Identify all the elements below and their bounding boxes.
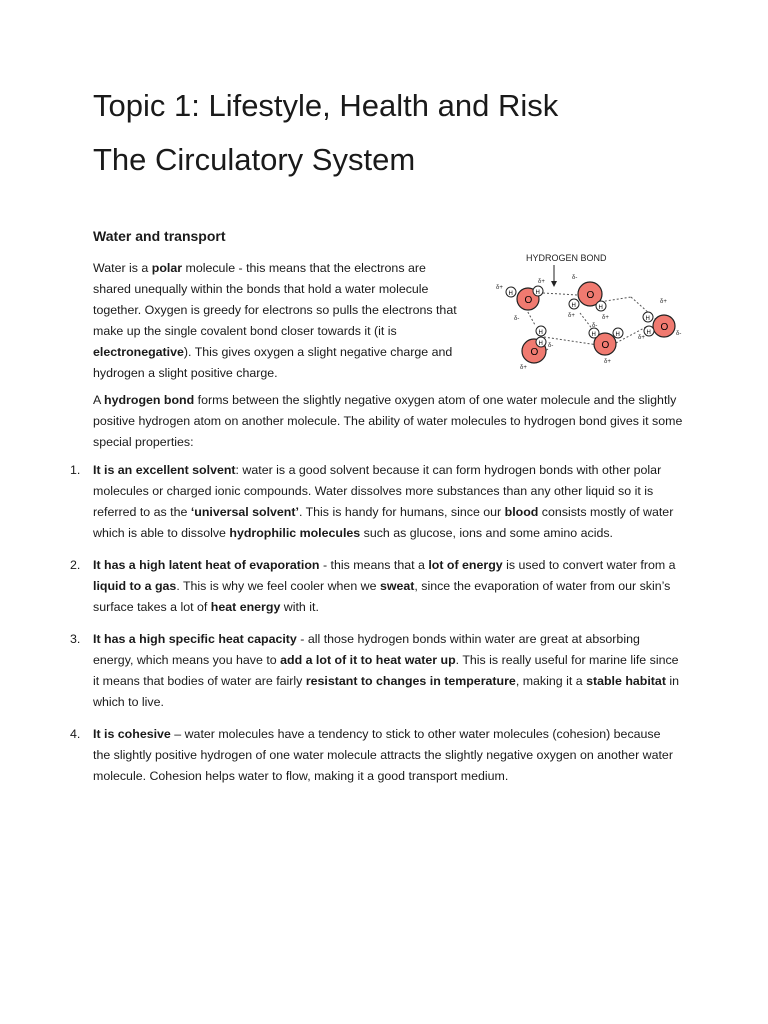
water-molecule <box>589 328 623 355</box>
svg-text:O: O <box>660 322 669 333</box>
list-number: 4. <box>70 727 81 741</box>
svg-text:δ+: δ+ <box>538 279 545 285</box>
svg-text:δ-: δ- <box>592 323 598 329</box>
properties-list <box>70 460 680 798</box>
section-heading: Water and transport <box>93 228 226 244</box>
svg-text:δ-: δ- <box>548 343 554 349</box>
page-subtitle: The Circulatory System <box>93 142 416 177</box>
svg-text:O: O <box>601 340 610 351</box>
svg-text:H: H <box>591 332 596 338</box>
list-number: 3. <box>70 632 81 646</box>
svg-text:δ-: δ- <box>676 331 682 337</box>
hydrogen-bond-diagram <box>488 247 688 385</box>
water-molecule <box>643 312 675 337</box>
hydrogen-bond-paragraph: A hydrogen bond forms between the slightly negative oxygen atom of one water molecule and the slightly positive hydrogen atom on another molecule. The ability of water molecules to hydrogen bond gives it some special properties: <box>93 393 683 449</box>
svg-text:δ+: δ+ <box>496 285 503 291</box>
svg-text:δ+: δ+ <box>604 359 611 365</box>
svg-text:H: H <box>598 305 603 311</box>
svg-text:O: O <box>530 347 539 358</box>
svg-text:H: H <box>571 303 576 309</box>
svg-text:H: H <box>538 330 543 336</box>
water-molecule <box>506 286 543 310</box>
svg-text:δ+: δ+ <box>520 365 527 371</box>
svg-text:δ+: δ+ <box>602 315 609 321</box>
svg-text:H: H <box>535 290 540 296</box>
svg-text:O: O <box>524 295 533 306</box>
list-number: 2. <box>70 558 81 572</box>
svg-text:H: H <box>508 291 513 297</box>
page-title: Topic 1: Lifestyle, Health and Risk <box>93 88 559 123</box>
svg-text:O: O <box>586 290 595 301</box>
svg-text:δ-: δ- <box>514 316 520 322</box>
list-item: 4. It is cohesive – water molecules have a tendency to stick to other water molecules (cohesion) because the slightly positive hydrogen of one water molecule attracts the slightly negative oxygen on another water molecule. Cohesion helps water to flow, making it a good transport medium. <box>70 724 680 787</box>
svg-text:H: H <box>646 330 651 336</box>
svg-text:δ+: δ+ <box>660 299 667 305</box>
diagram-label: HYDROGEN BOND <box>526 253 607 263</box>
intro-paragraph: Water is a polar molecule - this means that the electrons are shared unequally within the bonds that hold a water molecule together. Oxygen is greedy for electrons so pulls the electrons that make up the single covalent bond closer towards it (it is electronegative). This gives oxygen a slight negative charge and hydrogen a slight positive charge. <box>93 261 457 380</box>
svg-text:H: H <box>615 332 620 338</box>
svg-text:δ+: δ+ <box>568 313 575 319</box>
list-item: 1. It is an excellent solvent: water is a good solvent because it can form hydrogen bonds with other polar molecules or charged ionic compounds. Water dissolves more substances than any other liquid so it is referred to as the ‘universal solvent’. This is handy for humans, since our blood consists mostly of water which is able to dissolve hydrophilic molecules such as glucose, ions and some amino acids. <box>70 460 680 544</box>
svg-text:δ-: δ- <box>572 275 578 281</box>
water-molecule <box>569 282 606 311</box>
water-molecule <box>522 326 546 363</box>
svg-text:H: H <box>645 316 650 322</box>
list-item: 2. It has a high latent heat of evaporation - this means that a lot of energy is used to convert water from a liquid to a gas. This is why we feel cooler when we sweat, since the evaporation of water from our skin’s surface takes a lot of heat energy with it. <box>70 555 680 618</box>
list-item: 3. It has a high specific heat capacity - all those hydrogen bonds within water are great at absorbing energy, which means you have to add a lot of it to heat water up. This is really useful for marine life since it means that bodies of water are fairly resistant to changes in temperature, making it a stable habitat in which to live. <box>70 629 680 713</box>
svg-text:H: H <box>538 341 543 347</box>
list-number: 1. <box>70 463 81 477</box>
label-arrow-head <box>551 281 557 287</box>
svg-text:δ+: δ+ <box>638 335 645 341</box>
